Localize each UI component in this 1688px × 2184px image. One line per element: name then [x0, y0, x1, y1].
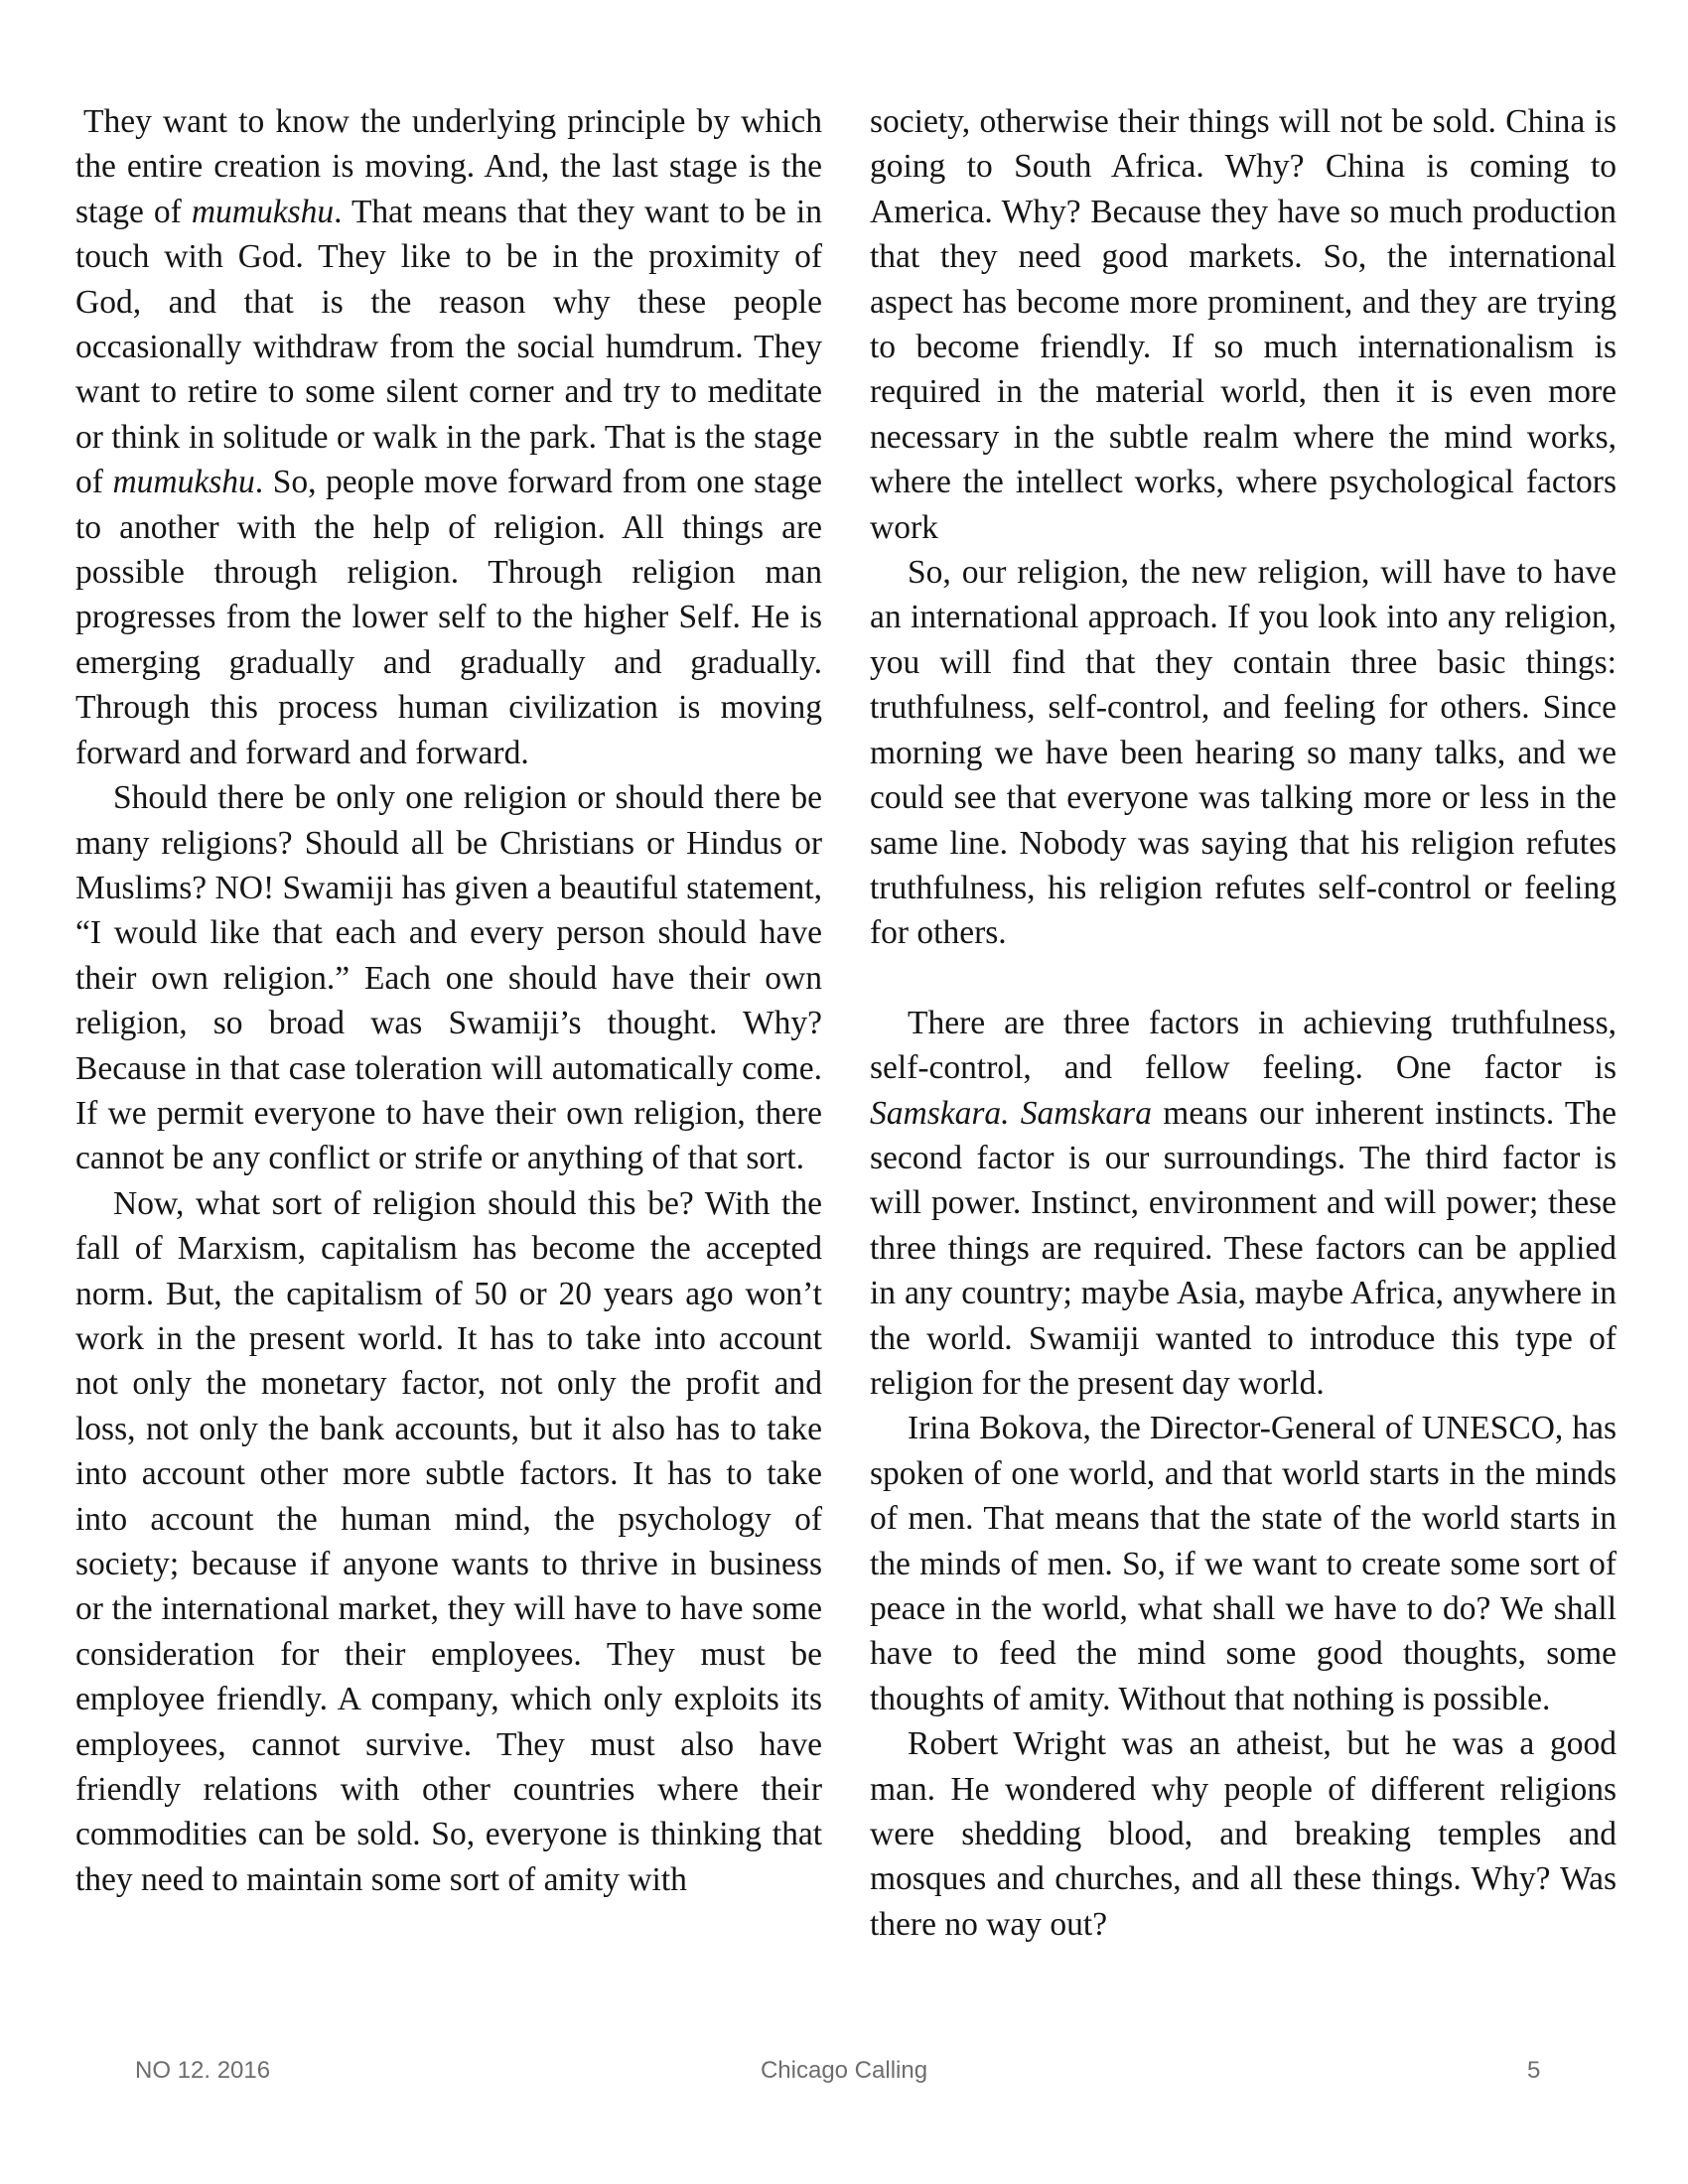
italic-term: Samskara. Samskara [870, 1094, 1152, 1132]
paragraph [75, 99, 822, 775]
paragraph: Robert Wright was an atheist, but he was a good man. He wondered why people of different religions were shedding blood, and breaking temples and mosques and churches, and all these things. Why? Was there no way out? [870, 1725, 1617, 1943]
footer-issue: NO 12. 2016 [135, 2057, 271, 2084]
paragraph: So, our religion, the new religion, will have to have an international approach. If you look into any religion, you will find that they contain three basic things: truthfulness, self-control, and feeling for others. Since morning we have been hearing so many talks, and we could see that everyone was talking more or less in the same line. Nobody was saying that his religion refutes truthfulness, his religion refutes self-control or feeling for others. [870, 554, 1617, 952]
footer-page-number: 5 [1527, 2057, 1541, 2084]
text-run: They want to know the underlying principle by which the entire creation is moving. And, the last stage is the stage of [75, 103, 822, 230]
text-run: . That means that they want to be in touch with God. They like to be in the proximity of God, and that is the reason why these people occasionally withdraw from the social humdrum. They want to retire to some silent corner and try to meditate or think in solitude or walk in the park. That is the stage of [75, 193, 822, 501]
text-run: means our inherent instincts. The second factor is our surroundings. The third factor is will power. Instinct, environment and will power; these three things are required. These factors can be applied in any country; maybe Asia, maybe Africa, anywhere in the world. Swamiji wanted to introduce this type of religion for the present day world. [870, 1094, 1617, 1402]
italic-term: mumukshu [191, 193, 335, 230]
paragraph [870, 1001, 1617, 1407]
left-column [75, 99, 822, 1902]
paragraph: Irina Bokova, the Director-General of UNESCO, has spoken of one world, and that world starts in the minds of men. That means that the state of the world starts in the minds of men. So, if we want to create some sort of peace in the world, what shall we have to do? We shall have to feed the mind some good thoughts, some thoughts of amity. Without that nothing is possible. [870, 1410, 1617, 1717]
paragraph: society, otherwise their things will not be sold. China is going to South Africa. Why? China is coming to America. Why? Because they have so much production that they need good markets. So, the international aspect has become more prominent, and they are trying to become friendly. If so much internationalism is required in the material world, then it is even more necessary in the subtle realm where the mind works, where the intellect works, where psychological factors work [870, 103, 1617, 546]
text-run: There are three factors in achieving truthfulness, self-control, and fellow feeling. One factor is [870, 1004, 1617, 1087]
right-column [870, 99, 1617, 1947]
footer-publication: Chicago Calling [760, 2057, 928, 2084]
text-run: . So, people move forward from one stage to another with the help of religion. All things are possible through religion. Through religion man progresses from the lower self to the higher Self. He is emerging gradually and gradually and gradually. Through this process human civilization is moving forward and forward and forward. [75, 464, 823, 771]
italic-term: mumukshu [112, 464, 255, 501]
paragraph: Should there be only one religion or should there be many religions? Should all be Christians or Hindus or Muslims? NO! Swamiji has given a beautiful statement, “I would like that each and every person should have their own religion.” Each one should have their own religion, so broad was Swamiji’s thought. Why? Because in that case toleration will automatically come. If we permit everyone to have their own religion, there cannot be any conflict or strife or anything of that sort. [75, 779, 822, 1177]
paragraph-gap [870, 956, 1617, 1001]
paragraph: Now, what sort of religion should this be? With the fall of Marxism, capitalism has become the accepted norm. But, the capitalism of 50 or 20 years ago won’t work in the present world. It has to take into account not only the monetary factor, not only the profit and loss, not only the bank accounts, but it also has to take into account other more subtle factors. It has to take into account the human mind, the psychology of society; because if anyone wants to thrive in business or the international market, they will have to have some consideration for their employees. They must be employee friendly. A company, which only exploits its employees, cannot survive. They must also have friendly relations with other countries where their commodities can be sold. So, everyone is thinking that they need to maintain some sort of amity with [75, 1184, 822, 1898]
